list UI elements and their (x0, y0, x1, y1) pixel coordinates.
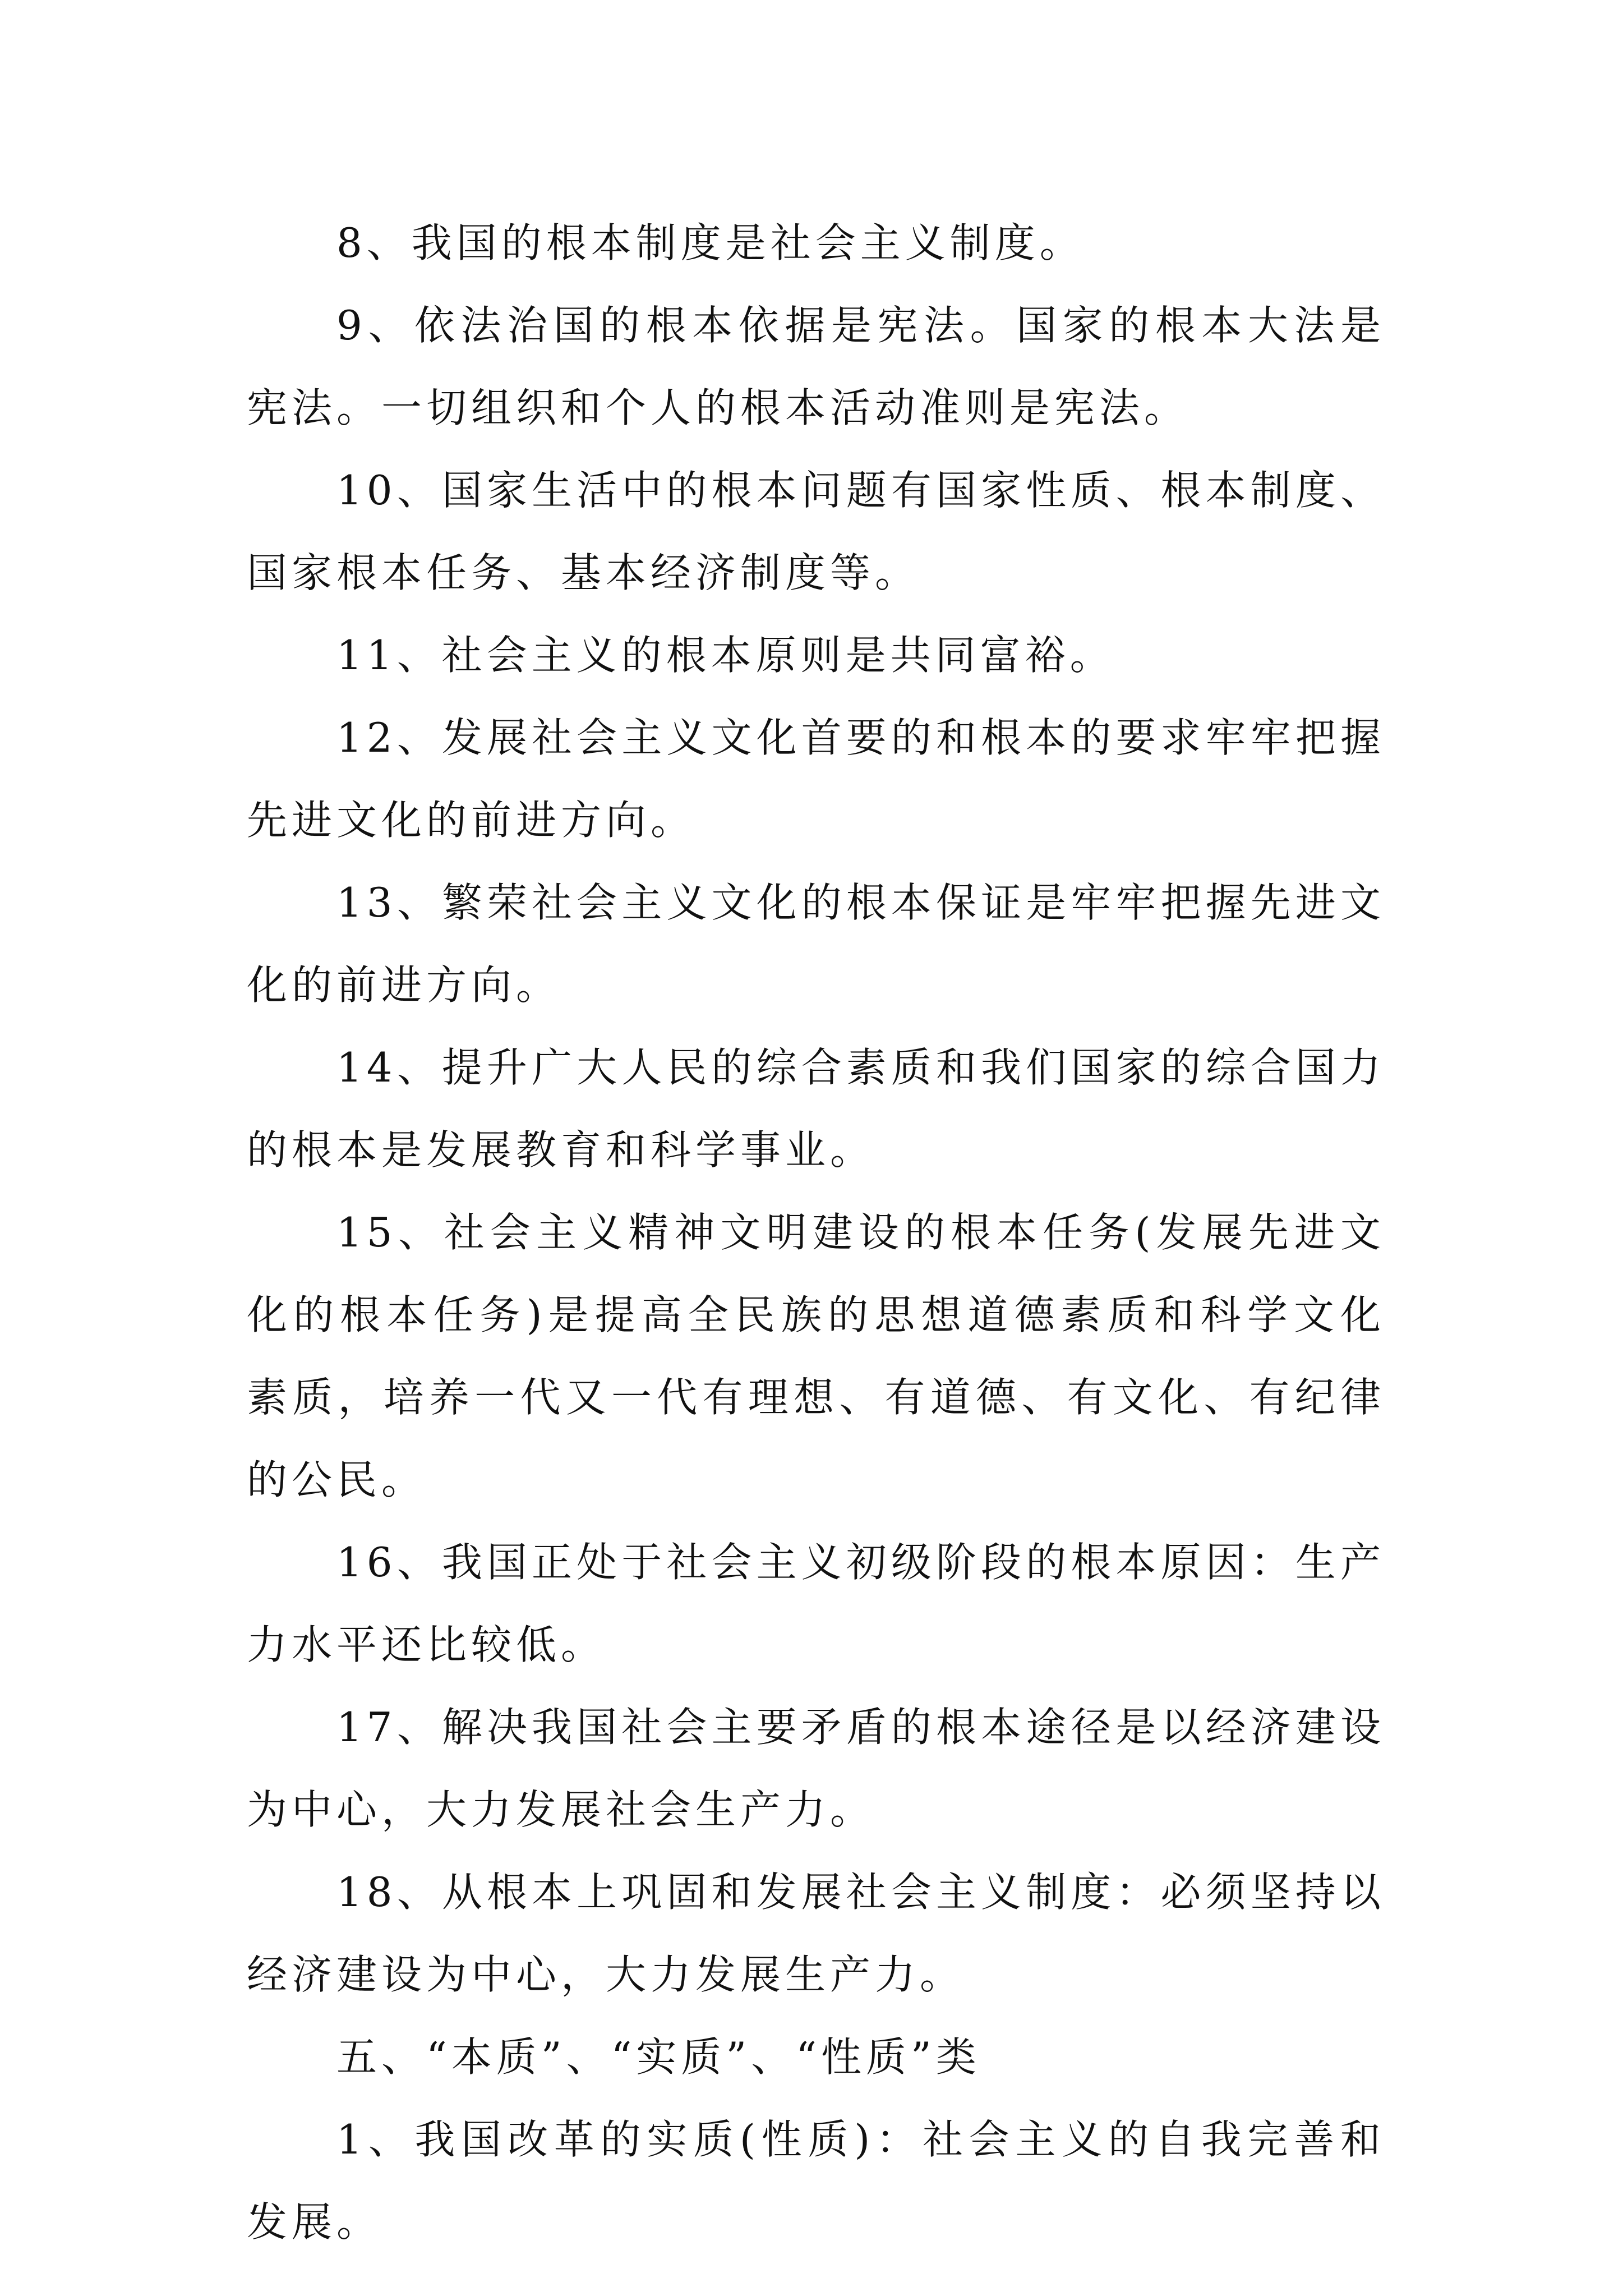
paragraph-11: 11、社会主义的根本原则是共同富裕。 (336, 632, 1115, 679)
section-heading-5: 五、“本质”、“实质”、“性质”类 (336, 2033, 981, 2081)
paragraph-9: 9、依法治国的根本依据是宪法。国家的根本大法是宪法。一切组织和个人的根本活动准则是宪法。 (247, 302, 1385, 431)
paragraph-12: 12、发展社会主义文化首要的和根本的要求牢牢把握先进文化的前进方向。 (247, 714, 1385, 844)
paragraph-17: 17、解决我国社会主要矛盾的根本途径是以经济建设为中心，大力发展社会生产力。 (247, 1704, 1385, 1833)
paragraph-8: 8、我国的根本制度是社会主义制度。 (336, 219, 1085, 266)
document-body (247, 202, 1385, 2263)
paragraph-5-1: 1、我国改革的实质(性质)：社会主义的自我完善和发展。 (247, 2116, 1385, 2246)
paragraph-10: 10、国家生活中的根本问题有国家性质、根本制度、国家根本任务、基本经济制度等。 (247, 467, 1385, 596)
paragraph-18: 18、从根本上巩固和发展社会主义制度：必须坚持以经济建设为中心，大力发展生产力。 (247, 1869, 1385, 1998)
paragraph-14: 14、提升广大人民的综合素质和我们国家的综合国力的根本是发展教育和科学事业。 (247, 1044, 1385, 1174)
paragraph-13: 13、繁荣社会主义文化的根本保证是牢牢把握先进文化的前进方向。 (247, 879, 1385, 1009)
paragraph-16: 16、我国正处于社会主义初级阶段的根本原因：生产力水平还比较低。 (247, 1539, 1385, 1668)
paragraph-15: 15、社会主义精神文明建设的根本任务(发展先进文化的根本任务)是提高全民族的思想道德素质和科学文化素质，培养一代又一代有理想、有道德、有文化、有纪律的公民。 (247, 1209, 1385, 1503)
